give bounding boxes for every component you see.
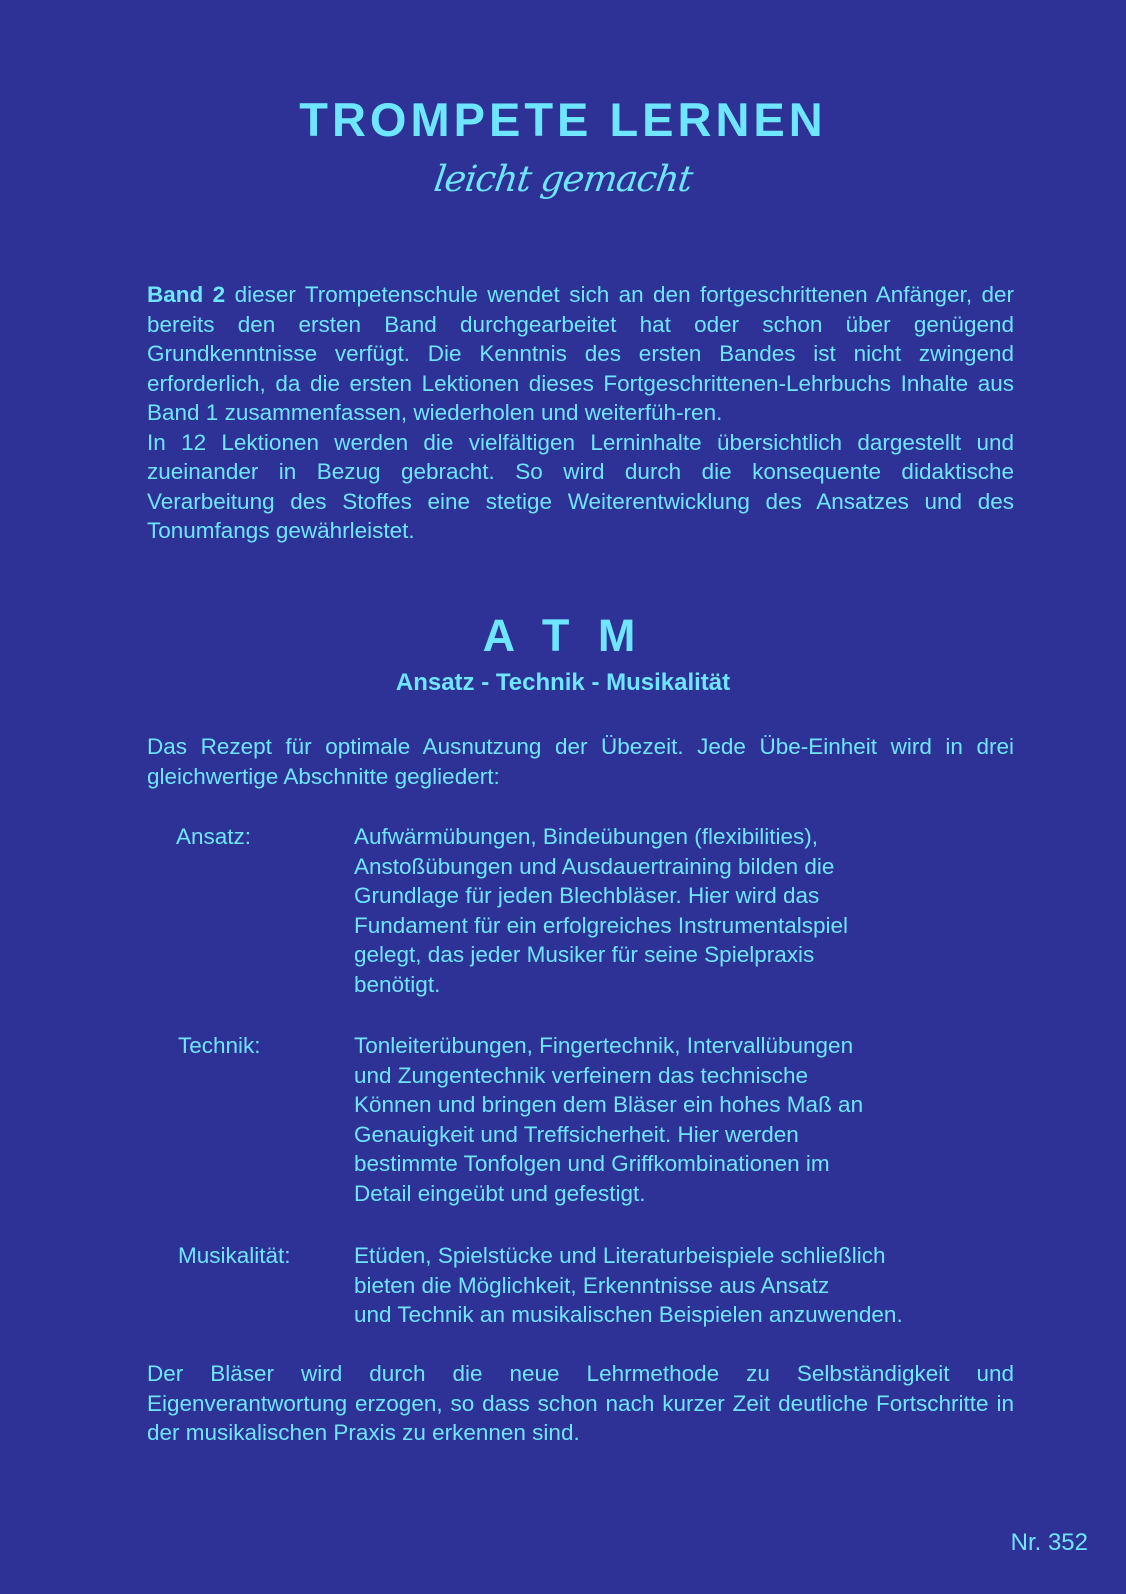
- section-line: Tonleiterübungen, Fingertechnik, Intervallübungen: [354, 1033, 854, 1058]
- section-line: Genauigkeit und Treffsicherheit. Hier werden: [354, 1121, 799, 1147]
- page-subtitle: leicht gemacht: [431, 159, 695, 200]
- section-line: benötigt.: [354, 971, 441, 997]
- intro-paragraph-1: [147, 280, 1014, 428]
- section-term-musikalitaet: Musikalität:: [178, 1243, 291, 1268]
- section-line: Anstoßübungen und Ausdauertraining bilden die: [354, 853, 835, 879]
- atm-heading: A T M: [482, 610, 644, 661]
- section-description-ansatz: [354, 822, 994, 999]
- section-line: und Technik an musikalischen Beispielen anzuwenden.: [354, 1302, 903, 1327]
- atm-subheading: Ansatz - Technik - Musikalität: [395, 669, 731, 696]
- page-title: TROMPETE LERNEN: [299, 93, 827, 146]
- section-line: bieten die Möglichkeit, Erkenntnisse aus Ansatz: [354, 1272, 830, 1298]
- intro-paragraph-1-text: dieser Trompetenschule wendet sich an den fortgeschrittenen Anfänger, der bereits den ersten Band durchgearbeitet hat oder schon über genügend Grundkenntnisse verfügt. Die Kenntnis des ersten Bandes ist nicht zwingend erforderlich, da die ersten Lektionen dieses Fortgeschrittenen-Lehrbuchs Inhalte aus Band 1 zusammenfassen, wiederholen und weiterfüh-ren.: [147, 282, 1014, 425]
- section-term-technik: Technik:: [178, 1033, 261, 1058]
- section-line: und Zungentechnik verfeinern das technische: [354, 1062, 809, 1088]
- section-line: Aufwärmübungen, Bindeübungen (flexibilities),: [354, 824, 819, 849]
- section-line: bestimmte Tonfolgen und Griffkombinationen im: [354, 1151, 830, 1176]
- intro-paragraph-2: In 12 Lektionen werden die vielfältigen Lerninhalte übersichtlich dargestellt und zueinander in Bezug gebracht. So wird durch die konsequente didaktische Verarbeitung des Stoffes eine stetige Weiterentwicklung des Ansatzes und des Tonumfangs gewährleistet.: [147, 429, 1014, 543]
- section-description-technik: [354, 1031, 994, 1208]
- section-line: Grundlage für jeden Blechbläser. Hier wird das: [354, 883, 820, 908]
- rezept-paragraph: Das Rezept für optimale Ausnutzung der Übezeit. Jede Übe-Einheit wird in drei gleichwertige Abschnitte gegliedert:: [147, 734, 1014, 789]
- section-line: gelegt, das jeder Musiker für seine Spielpraxis: [354, 942, 815, 967]
- section-line: Können und bringen dem Bläser ein hohes Maß an: [354, 1092, 864, 1117]
- band-label: Band 2: [147, 282, 226, 307]
- intro-text: [147, 280, 1014, 546]
- catalog-number: Nr. 352: [1010, 1529, 1088, 1556]
- section-term-ansatz: Ansatz:: [176, 824, 252, 849]
- section-line: Etüden, Spielstücke und Literaturbeispiele schließlich: [354, 1243, 886, 1268]
- section-line: Fundament für ein erfolgreiches Instrumentalspiel: [354, 912, 849, 938]
- section-description-musikalitaet: [354, 1241, 994, 1330]
- section-line: Detail eingeübt und gefestigt.: [354, 1180, 646, 1206]
- closing-paragraph: Der Bläser wird durch die neue Lehrmethode zu Selbständigkeit und Eigenverantwortung erzogen, so dass schon nach kurzer Zeit deutliche Fortschritte in der musikalischen Praxis zu erkennen sind.: [147, 1361, 1014, 1445]
